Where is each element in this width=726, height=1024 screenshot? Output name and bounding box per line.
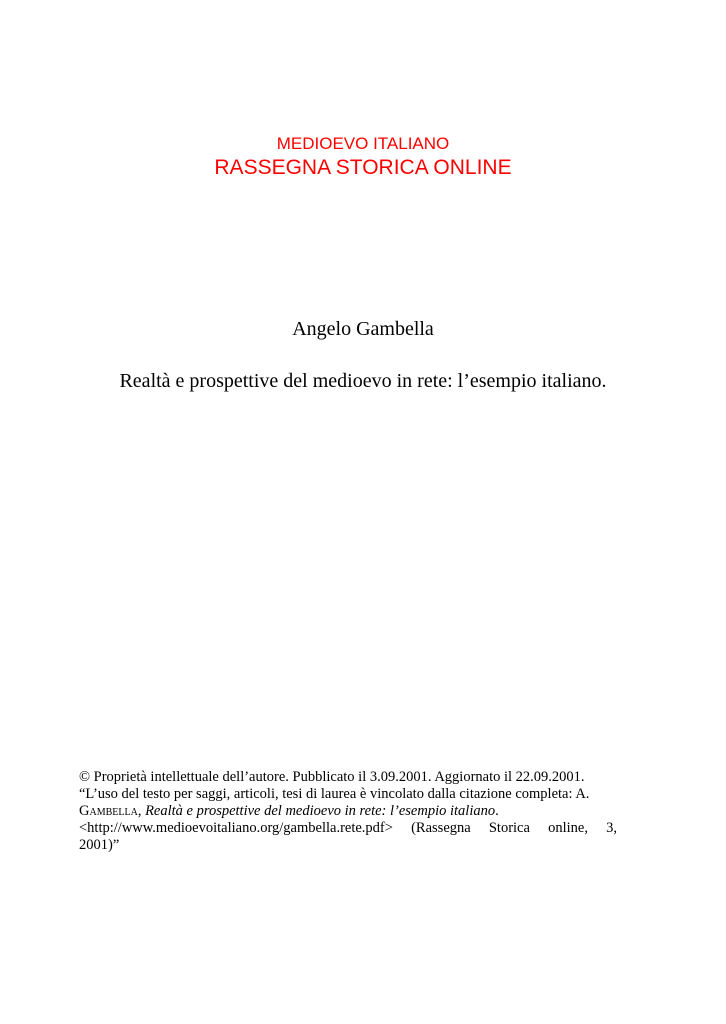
citation-author: Gambella — [79, 803, 138, 819]
citation-separator: , — [137, 803, 146, 819]
series-name: MEDIOEVO ITALIANO — [276, 134, 450, 153]
author-name: Angelo Gambella — [292, 318, 434, 340]
article-title: Realtà e prospettive del medioevo in rete: l’esempio italiano. — [119, 370, 607, 392]
copyright-line: © Proprietà intellettuale dell’autore. Pubblicato il 3.09.2001. Aggiornato il 22.09.2001. — [79, 769, 585, 785]
citation-period: . — [495, 803, 499, 819]
copyright-notice — [79, 769, 617, 854]
citation-url: <http://www.medioevoitaliano.org/gambella.rete.pdf> (Rassegna Storica online, 3, — [79, 820, 617, 836]
series-subtitle: RASSEGNA STORICA ONLINE — [214, 156, 512, 179]
citation-reference — [79, 803, 617, 820]
citation-intro: “L’uso del testo per saggi, articoli, tesi di laurea è vincolato dalla citazione completa: A. — [79, 786, 590, 802]
citation-title: Realtà e prospettive del medioevo in rete: l’esempio italiano — [145, 803, 496, 819]
citation-end: 2001)” — [79, 837, 120, 853]
